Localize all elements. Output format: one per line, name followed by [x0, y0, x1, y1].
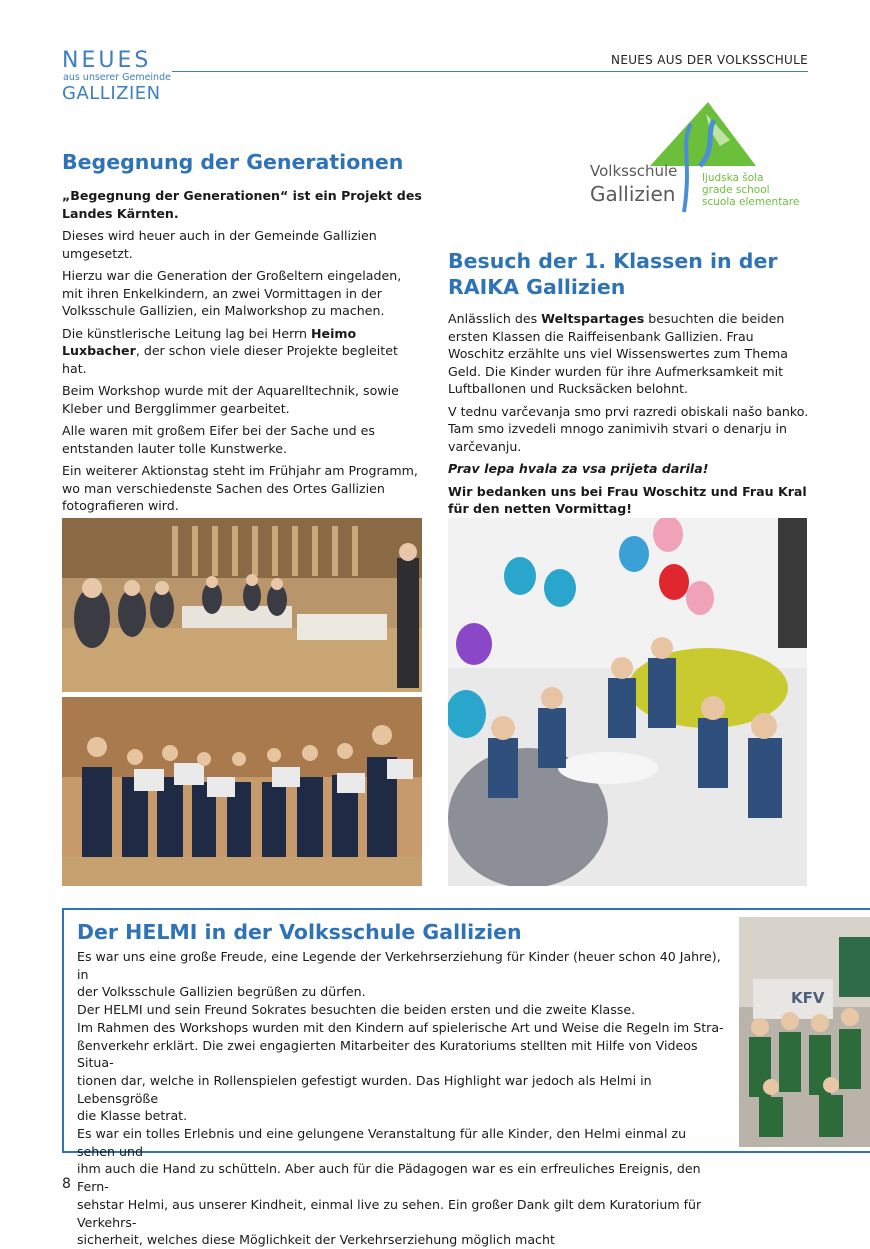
text-span: , der schon viele dieser Projekte begleitet hat. [62, 343, 398, 376]
article3-title: Der HELMI in der Volksschule Gallizien [77, 920, 522, 944]
article1-paragraph: Alle waren mit großem Eifer bei der Sache und es entstanden lauter tolle Kunstwerke. [62, 423, 375, 456]
article1-lead [62, 187, 422, 222]
article1-paragraph: Dieses wird heuer auch in der Gemeinde Gallizien umgesetzt. [62, 228, 377, 261]
article1-paragraph [62, 325, 422, 378]
article3-line: der Volksschule Gallizien begrüßen zu dürfen. [77, 984, 366, 1000]
text-span: Anlässlich des [448, 311, 542, 326]
brand-gallizien: GALLIZIEN [62, 83, 161, 104]
logo-line: scuola elementare [702, 196, 800, 208]
group-photo [62, 697, 422, 886]
article3-line: ihm auch die Hand zu schütteln. Aber auch für die Pädagogen war es ein erfreuliches Ereignis, den Fern- [77, 1161, 701, 1195]
header-rule [172, 71, 808, 72]
article3-line: sehstar Helmi, aus unserer Kindheit, einmal live zu sehen. Ein großer Dank gilt dem Kuratorium für Verkehrs- [77, 1196, 702, 1230]
article2-paragraph [448, 310, 810, 398]
article3-line: tionen dar, welche in Rollenspielen gefestigt wurden. Das Highlight war jedoch als Helmi in Lebensgröße [77, 1072, 652, 1106]
article3-body [77, 948, 727, 1249]
kfv-sign: KFV [791, 989, 825, 1007]
article3-line: Im Rahmen des Workshops wurden mit den Kindern auf spielerische Art und Weise die Regeln im Stra- [77, 1019, 724, 1035]
logo-languages [702, 172, 799, 208]
text-span: besuchten die beiden ersten Klassen die Raiffeisenbank Gallizien. Frau Woschitz erzählte uns viel Wissenswertes zum Thema Geld. Die Kinder wurden für ihre Aufmerksamkeit mit Luftballonen und Rucksäcken belohnt. [448, 311, 788, 396]
bank-visit-photo-drawing [448, 518, 807, 886]
article2-thanks-slovene [448, 460, 810, 478]
workshop-photo-drawing [62, 518, 422, 692]
group-photo-drawing [62, 697, 422, 886]
article3-line: Es war ein tolles Erlebnis und eine gelungene Veranstaltung für alle Kinder, den Helmi einmal zu sehen und [77, 1126, 687, 1159]
article3-line: Es war uns eine große Freude, eine Legende der Verkehrserziehung für Kinder (heuer schon 40 Jahre), in [77, 949, 721, 982]
article1-paragraph: Beim Workshop wurde mit der Aquarelltechnik, sowie Kleber und Bergglimmer gearbeitet. [62, 383, 399, 416]
artist-name: Heimo Luxbacher [62, 325, 357, 358]
article2-paragraph: V tednu varčevanja smo prvi razredi obiskali našo banko. Tam smo izvedeli mnogo zanimivih stvari o denarju in varčevanju. [448, 403, 809, 454]
bank-visit-photo [448, 518, 807, 886]
school-logo [588, 100, 808, 215]
brand-neues: NEUES [62, 48, 152, 73]
article2-thanks [448, 483, 810, 518]
logo-word1: Volksschule [590, 162, 678, 180]
article1-paragraph: Hierzu war die Generation der Großeltern eingeladen, mit ihren Enkelkindern, an zwei Vormittagen in der Volksschule Gallizien, ein Malworkshop zu machen. [62, 268, 402, 318]
article3-line: die Klasse betrat. [77, 1108, 188, 1124]
article1-paragraph: Ein weiterer Aktionstag steht im Frühjahr am Programm, wo man verschiedenste Sachen des Ortes Gallizien fotografieren wird. [62, 463, 418, 513]
page-number: 8 [62, 1176, 71, 1192]
thanks-slovene-text: Prav lepa hvala za vsa prijeta darila! [448, 461, 709, 476]
article2-title-line: Besuch der 1. Klassen in der [448, 249, 778, 273]
article1-lead-text: „Begegnung der Generationen“ ist ein Projekt des Landes Kärnten. [62, 188, 422, 221]
logo-line: ljudska šola [702, 172, 764, 184]
article1-body [62, 187, 422, 542]
logo-word2: Gallizien [590, 182, 676, 206]
section-label: NEUES AUS DER VOLKSSCHULE [611, 53, 808, 67]
article3-line: Der HELMI und sein Freund Sokrates besuchten die beiden ersten und die zweite Klasse. [77, 1002, 636, 1018]
article3-line: ßenverkehr erklärt. Die zwei engagierten Mitarbeiter des Kuratoriums stellten mit Hilfe von Videos Situa- [77, 1037, 698, 1071]
logo-line: grade school [702, 184, 770, 196]
thanks-text: Wir bedanken uns bei Frau Woschitz und Frau Kral für den netten Vormittag! [448, 483, 807, 516]
weltspartag: Weltspartages [541, 311, 645, 326]
article3-line: sicherheit, welches diese Möglichkeit der Verkehrserziehung möglich macht [77, 1232, 555, 1248]
article2-title [448, 248, 808, 300]
brand-subtitle: aus unserer Gemeinde [63, 72, 171, 83]
text-span: Die künstlerische Leitung lag bei Herrn [62, 325, 311, 341]
article2-title-line: RAIKA Gallizien [448, 275, 626, 299]
workshop-photo [62, 518, 422, 692]
helmi-photo-drawing [739, 917, 870, 1147]
helmi-photo [739, 917, 870, 1147]
article2-body [448, 310, 810, 523]
article1-title: Begegnung der Generationen [62, 150, 404, 174]
